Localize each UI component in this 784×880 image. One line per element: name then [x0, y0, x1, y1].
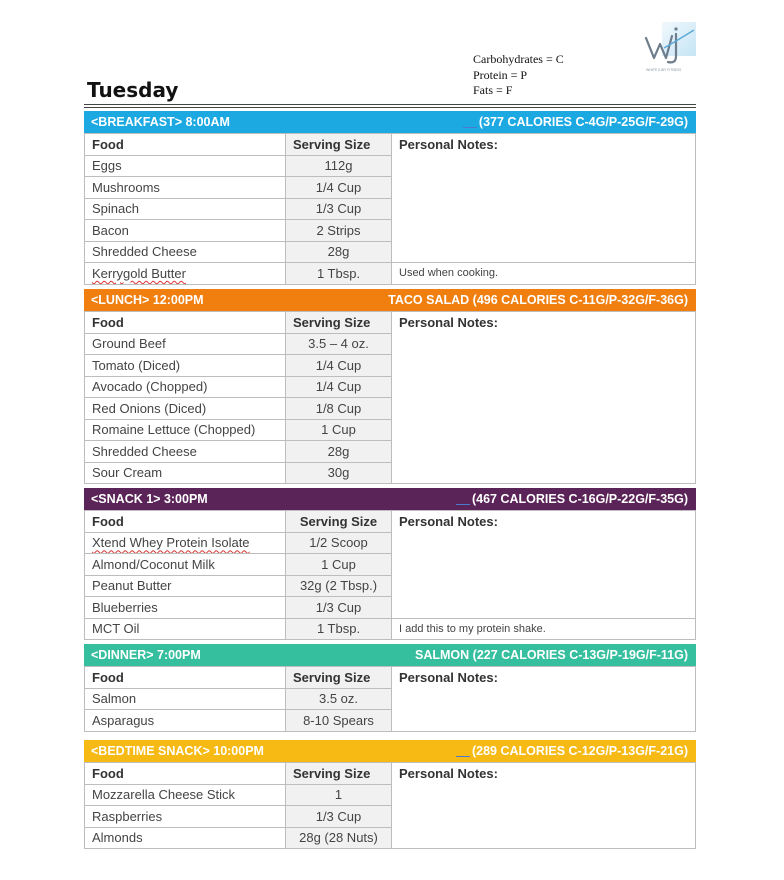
logo-caption: WHITE JUDY FITNESS — [646, 68, 682, 72]
food-cell: Mozzarella Cheese Stick — [85, 784, 286, 806]
food-cell: Salmon — [85, 688, 286, 710]
food-cell: Avocado (Chopped) — [85, 376, 286, 398]
col-food-header: Food — [85, 511, 286, 533]
title-divider — [84, 104, 696, 105]
personal-notes: Personal Notes: — [392, 134, 696, 263]
meal-header-bedtime — [84, 740, 696, 762]
serving-cell: 1/4 Cup — [286, 355, 392, 377]
serving-cell: 1 — [286, 784, 392, 806]
personal-notes: Personal Notes: — [392, 511, 696, 619]
serving-cell: 1 Tbsp. — [286, 263, 392, 285]
food-cell: Raspberries — [85, 806, 286, 828]
table-row — [85, 263, 696, 285]
personal-notes: Personal Notes: — [392, 667, 696, 732]
meal-summary: (289 CALORIES C-12G/P-13G/F-21G) — [471, 744, 688, 758]
col-serving-header: Serving Size — [286, 763, 392, 785]
meal-header-breakfast — [84, 111, 696, 133]
serving-cell: 28g (28 Nuts) — [286, 827, 392, 849]
meal-label: <SNACK 1> 3:00PM — [91, 492, 208, 506]
food-cell: MCT Oil — [85, 618, 286, 640]
table-header-row — [85, 511, 696, 533]
serving-cell: 3.5 oz. — [286, 688, 392, 710]
serving-cell: 1/3 Cup — [286, 806, 392, 828]
food-cell: Asparagus — [85, 710, 286, 732]
meal-label: <DINNER> 7:00PM — [91, 648, 201, 662]
food-cell: Ground Beef — [85, 333, 286, 355]
food-cell: Eggs — [85, 155, 286, 177]
serving-cell: 32g (2 Tbsp.) — [286, 575, 392, 597]
food-cell: Xtend Whey Protein Isolate — [85, 532, 286, 554]
serving-cell: 112g — [286, 155, 392, 177]
meal-table-snack1 — [84, 510, 696, 640]
serving-cell: 1/3 Cup — [286, 597, 392, 619]
meal-table-lunch — [84, 311, 696, 484]
note-text: I add this to my protein shake. — [392, 618, 696, 640]
meal-table-dinner — [84, 666, 696, 732]
serving-cell: 28g — [286, 441, 392, 463]
food-cell: Bacon — [85, 220, 286, 242]
serving-cell: 3.5 – 4 oz. — [286, 333, 392, 355]
table-header-row — [85, 312, 696, 334]
col-serving-header: Serving Size — [286, 134, 392, 156]
col-serving-header: Serving Size — [286, 312, 392, 334]
macro-legend — [473, 52, 564, 99]
legend-protein: Protein = P — [473, 67, 528, 82]
food-cell: Spinach — [85, 198, 286, 220]
meal-header-dinner — [84, 644, 696, 666]
page-title: Tuesday — [87, 78, 179, 102]
personal-notes: Personal Notes: — [392, 763, 696, 849]
meal-lunch — [84, 289, 696, 484]
col-food-header: Food — [85, 312, 286, 334]
meal-dinner — [84, 644, 696, 732]
col-food-header: Food — [85, 763, 286, 785]
serving-cell: 30g — [286, 462, 392, 484]
meal-label: <BEDTIME SNACK> 10:00PM — [91, 744, 264, 758]
table-header-row — [85, 134, 696, 156]
food-cell: Blueberries — [85, 597, 286, 619]
serving-cell: 1/4 Cup — [286, 177, 392, 199]
meal-bedtime — [84, 740, 696, 849]
meal-header-lunch — [84, 289, 696, 311]
legend-fats: Fats = F — [473, 83, 513, 97]
food-cell: Tomato (Diced) — [85, 355, 286, 377]
food-cell: Kerrygold Butter — [85, 263, 286, 285]
meal-summary: (467 CALORIES C-16G/P-22G/F-35G) — [471, 492, 688, 506]
title-divider-2 — [84, 107, 696, 108]
serving-cell: 1/8 Cup — [286, 398, 392, 420]
personal-notes: Personal Notes: — [392, 312, 696, 484]
food-cell: Almonds — [85, 827, 286, 849]
food-cell: Shredded Cheese — [85, 441, 286, 463]
food-cell: Peanut Butter — [85, 575, 286, 597]
meal-table-breakfast — [84, 133, 696, 285]
meal-summary: TACO SALAD (496 CALORIES C-11G/P-32G/F-36G) — [388, 293, 688, 307]
food-cell: Almond/Coconut Milk — [85, 554, 286, 576]
serving-cell: 1 Cup — [286, 419, 392, 441]
meal-breakfast — [84, 111, 696, 285]
note-text: Used when cooking. — [392, 263, 696, 285]
meal-table-bedtime — [84, 762, 696, 849]
col-serving-header: Serving Size — [286, 511, 392, 533]
serving-cell: 1 Cup — [286, 554, 392, 576]
serving-cell: 28g — [286, 241, 392, 263]
col-serving-header: Serving Size — [286, 667, 392, 689]
meal-label: <LUNCH> 12:00PM — [91, 293, 204, 307]
food-cell: Red Onions (Diced) — [85, 398, 286, 420]
meal-snack1 — [84, 488, 696, 640]
col-food-header: Food — [85, 134, 286, 156]
food-cell: Shredded Cheese — [85, 241, 286, 263]
legend-carbs: Carbohydrates = C — [473, 52, 564, 66]
table-row — [85, 618, 696, 640]
serving-cell: 1/3 Cup — [286, 198, 392, 220]
food-cell: Mushrooms — [85, 177, 286, 199]
food-cell: Romaine Lettuce (Chopped) — [85, 419, 286, 441]
meal-header-snack1 — [84, 488, 696, 510]
col-food-header: Food — [85, 667, 286, 689]
serving-cell: 2 Strips — [286, 220, 392, 242]
table-header-row — [85, 763, 696, 785]
food-cell: Sour Cream — [85, 462, 286, 484]
serving-cell: 1/2 Scoop — [286, 532, 392, 554]
serving-cell: 8-10 Spears — [286, 710, 392, 732]
table-header-row — [85, 667, 696, 689]
brand-logo — [640, 22, 696, 74]
meal-summary: SALMON (227 CALORIES C-13G/P-19G/F-11G) — [415, 648, 688, 662]
meal-summary: (377 CALORIES C-4G/P-25G/F-29G) — [478, 115, 688, 129]
meal-label: <BREAKFAST> 8:00AM — [91, 115, 230, 129]
serving-cell: 1/4 Cup — [286, 376, 392, 398]
serving-cell: 1 Tbsp. — [286, 618, 392, 640]
